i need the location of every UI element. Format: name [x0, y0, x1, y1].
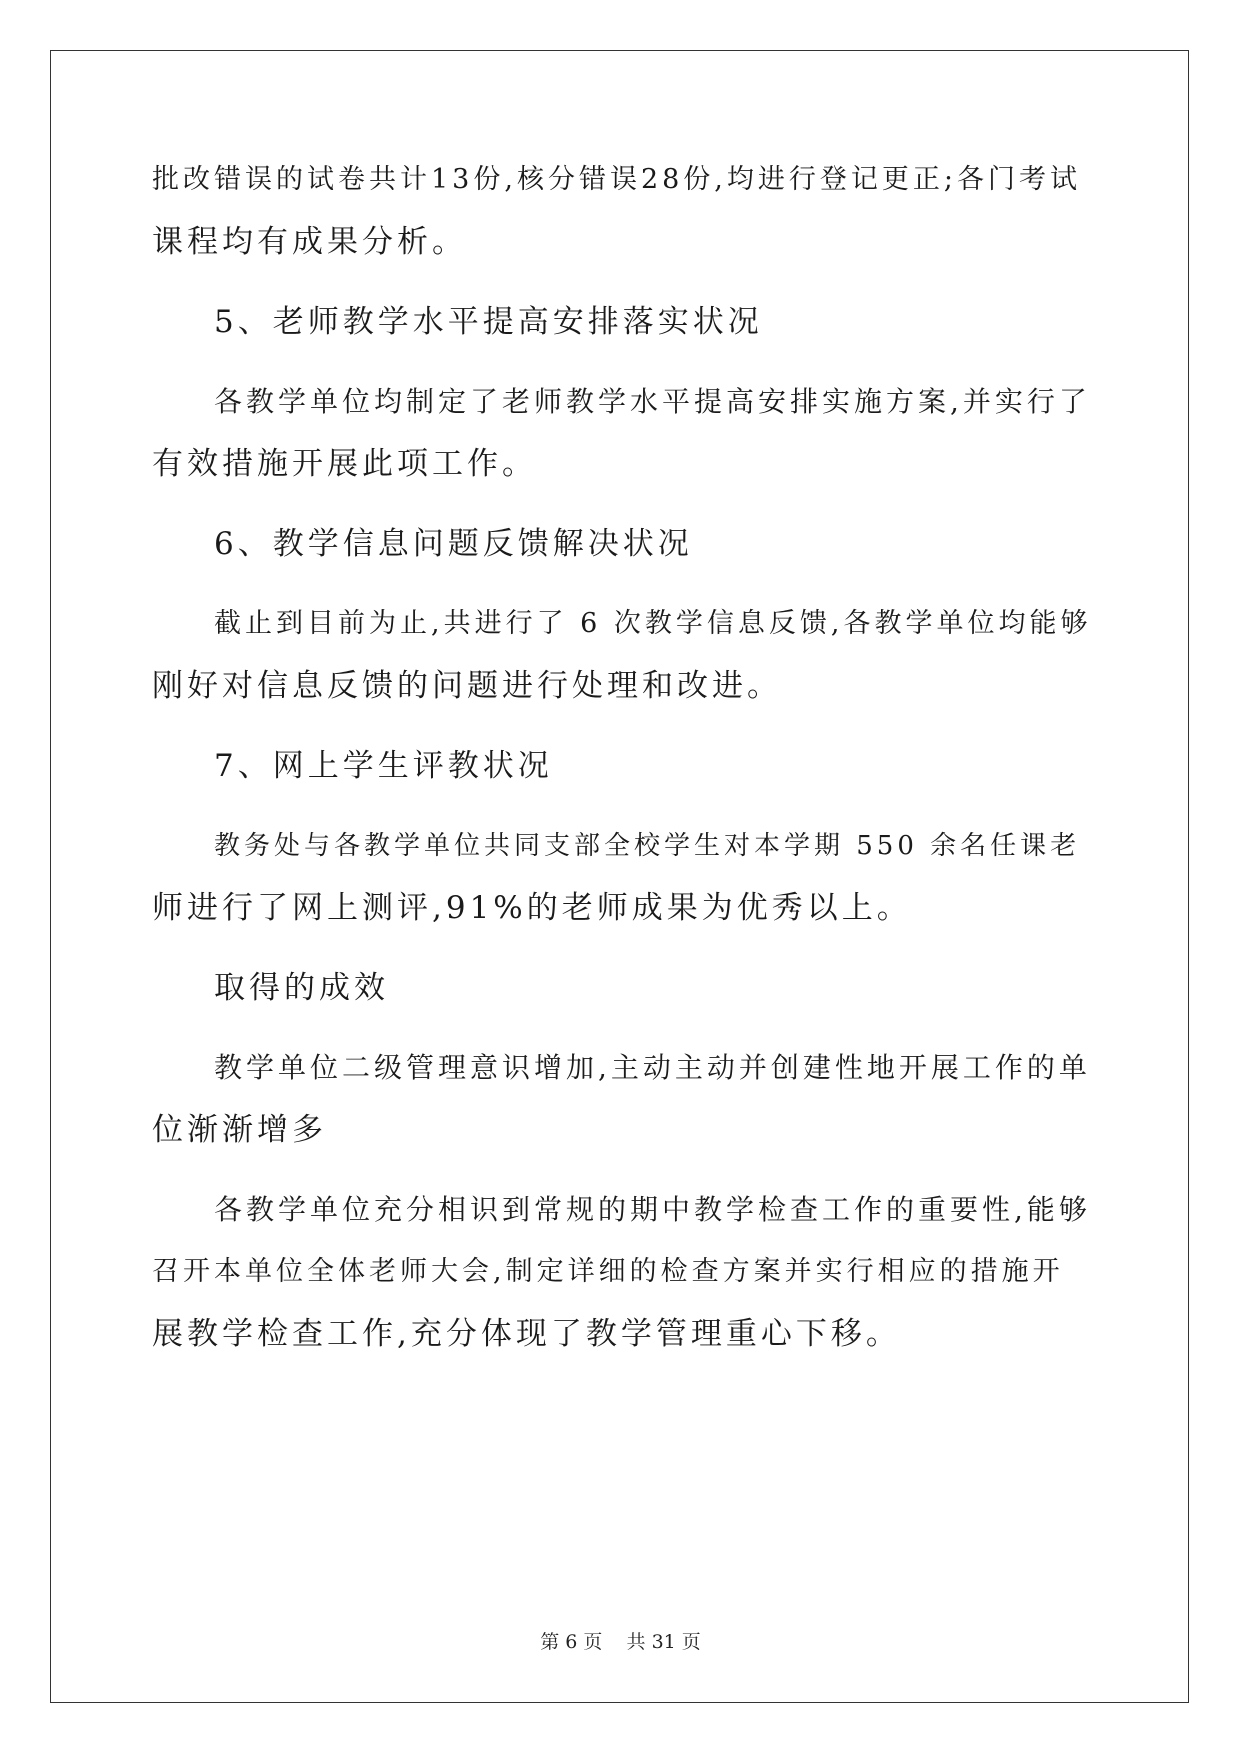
section-heading: 6、教学信息问题反馈解决状况	[214, 526, 693, 562]
text-line: 召开本单位全体老师大会,制定详细的检查方案并实行相应的措施开	[152, 1256, 1064, 1287]
text-line: 师进行了网上测评,91%的老师成果为优秀以上。	[152, 890, 912, 926]
section-heading: 取得的成效	[214, 970, 389, 1006]
text-line: 各教学单位均制定了老师教学水平提高安排实施方案,并实行了	[214, 385, 1091, 418]
text-line: 有效措施开展此项工作。	[152, 446, 537, 482]
text-line: 位渐渐增多	[152, 1112, 327, 1148]
text-line: 展教学检查工作,充分体现了教学管理重心下移。	[152, 1316, 901, 1352]
text-line: 批改错误的试卷共计13份,核分错误28份,均进行登记更正;各门考试	[152, 164, 1081, 195]
page-number-footer: 第 6 页 共 31 页	[540, 1631, 701, 1653]
text-line: 课程均有成果分析。	[152, 224, 467, 260]
section-heading: 7、网上学生评教状况	[214, 748, 553, 784]
text-line: 教务处与各教学单位共同支部全校学生对本学期 550 余名任课老	[214, 831, 1081, 861]
page-frame	[50, 50, 1189, 1703]
text-line: 截止到目前为止,共进行了 6 次教学信息反馈,各教学单位均能够	[214, 608, 1092, 639]
text-line: 教学单位二级管理意识增加,主动主动并创建性地开展工作的单	[214, 1051, 1091, 1084]
section-heading: 5、老师教学水平提高安排落实状况	[214, 304, 763, 340]
text-line: 刚好对信息反馈的问题进行处理和改进。	[152, 668, 782, 704]
text-line: 各教学单位充分相识到常规的期中教学检查工作的重要性,能够	[214, 1193, 1091, 1226]
